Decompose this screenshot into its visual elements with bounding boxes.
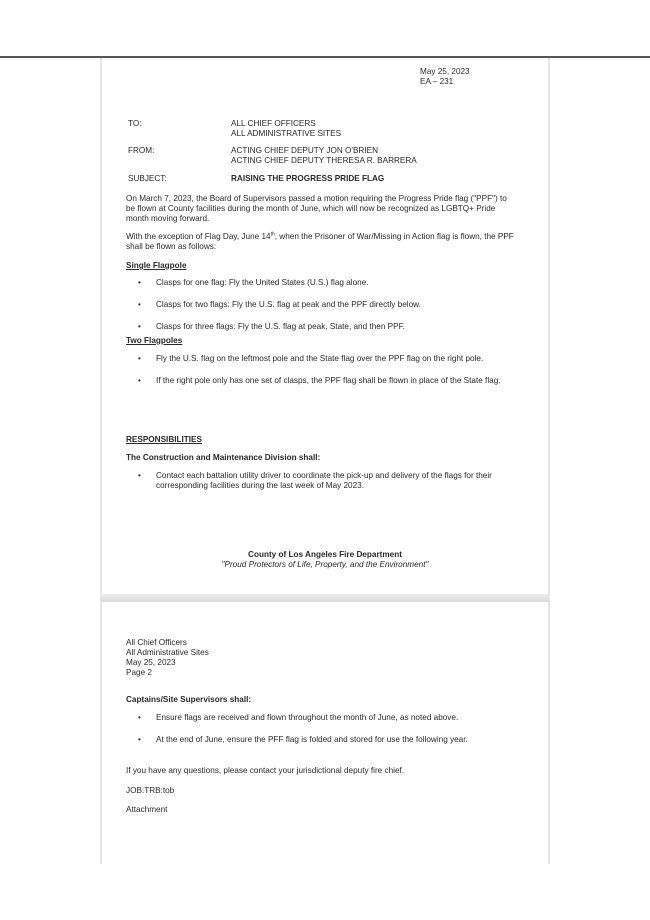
header-line: Page 2 [126,668,152,677]
to-label: TO: [128,119,142,128]
division-heading: The Construction and Maintenance Division shall: [126,453,321,462]
date-reference-block [420,67,470,87]
questions-paragraph: If you have any questions, please contact your jurisdictional deputy fire chief. [126,766,405,775]
two-flagpoles-heading: Two Flagpoles [126,336,183,345]
exception-paragraph [126,232,516,252]
from-row [128,146,417,166]
header-line: May 25, 2023 [126,658,176,667]
exception-text-end: , when the Prisoner of War/Missing in Action flag is flown, the PPF shall be flown as follows: [126,232,514,251]
to-row [128,119,341,139]
footer-motto: "Proud Protectors of Life, Property, and the Environment" [221,560,429,569]
list-item: • At the end of June, ensure the PFF flag is folded and stored for use the following year. [138,735,518,745]
list-item: • If the right pole only has one set of clasps, the PPF flag shall be flown in place of the State flag. [138,376,518,386]
to-line: ALL ADMINISTRATIVE SITES [231,129,342,138]
from-label: FROM: [128,146,155,155]
from-line: ACTING CHIEF DEPUTY JON O'BRIEN [231,146,378,155]
list-item: • Clasps for two flags: Fly the U.S. flag at peak and the PPF directly below. [138,300,518,310]
list-item: • Ensure flags are received and flown throughout the month of June, as noted above. [138,713,518,723]
header-line: All Administrative Sites [126,648,209,657]
exception-text-start: With the exception of Flag Day, June 14 [126,232,271,241]
intro-paragraph: On March 7, 2023, the Board of Supervisors passed a motion requiring the Progress Pride flag ("PPF") to be flown at County facilities during the month of June, which will now be recognized as LGBTQ+ Pride month moving forward. [126,194,507,223]
to-line: ALL CHIEF OFFICERS [231,119,316,128]
captains-list [138,713,518,745]
exception-superscript: th [270,231,275,238]
responsibilities-heading: RESPONSIBILITIES [126,435,202,444]
list-item: • Contact each battalion utility driver to coordinate the pick-up and delivery of the flags for their corresponding facilities during the last week of May 2023. [138,471,518,491]
list-item: • Fly the U.S. flag on the leftmost pole and the State flag over the PPF flag on the right pole. [138,354,518,364]
footer-org: County of Los Angeles Fire Department [248,550,402,559]
page-separator [100,594,550,602]
single-flagpole-list [138,278,518,332]
initials-line: JOB:TRB:tob [126,786,175,795]
list-item: • Clasps for three flags: Fly the U.S. flag at peak, State, and then PPF. [138,322,518,332]
captains-heading: Captains/Site Supervisors shall: [126,695,252,704]
letterhead-footer [102,550,548,570]
from-line: ACTING CHIEF DEPUTY THERESA R. BARRERA [231,156,417,165]
list-item: • Clasps for one flag: Fly the United States (U.S.) flag alone. [138,278,518,288]
memo-date: May 25, 2023 [420,67,470,76]
page2-header [126,638,209,678]
header-line: All Chief Officers [126,638,187,647]
two-flagpoles-list [138,354,518,386]
document-page-2 [100,602,550,864]
subject-text: RAISING THE PROGRESS PRIDE FLAG [231,174,385,183]
subject-label: SUBJECT: [128,174,167,183]
attachment-line: Attachment [126,805,168,814]
document-page-1 [100,58,550,596]
memo-reference: EA – 231 [420,77,454,86]
single-flagpole-heading: Single Flagpole [126,261,187,270]
subject-row [128,174,384,184]
division-list [138,471,518,491]
